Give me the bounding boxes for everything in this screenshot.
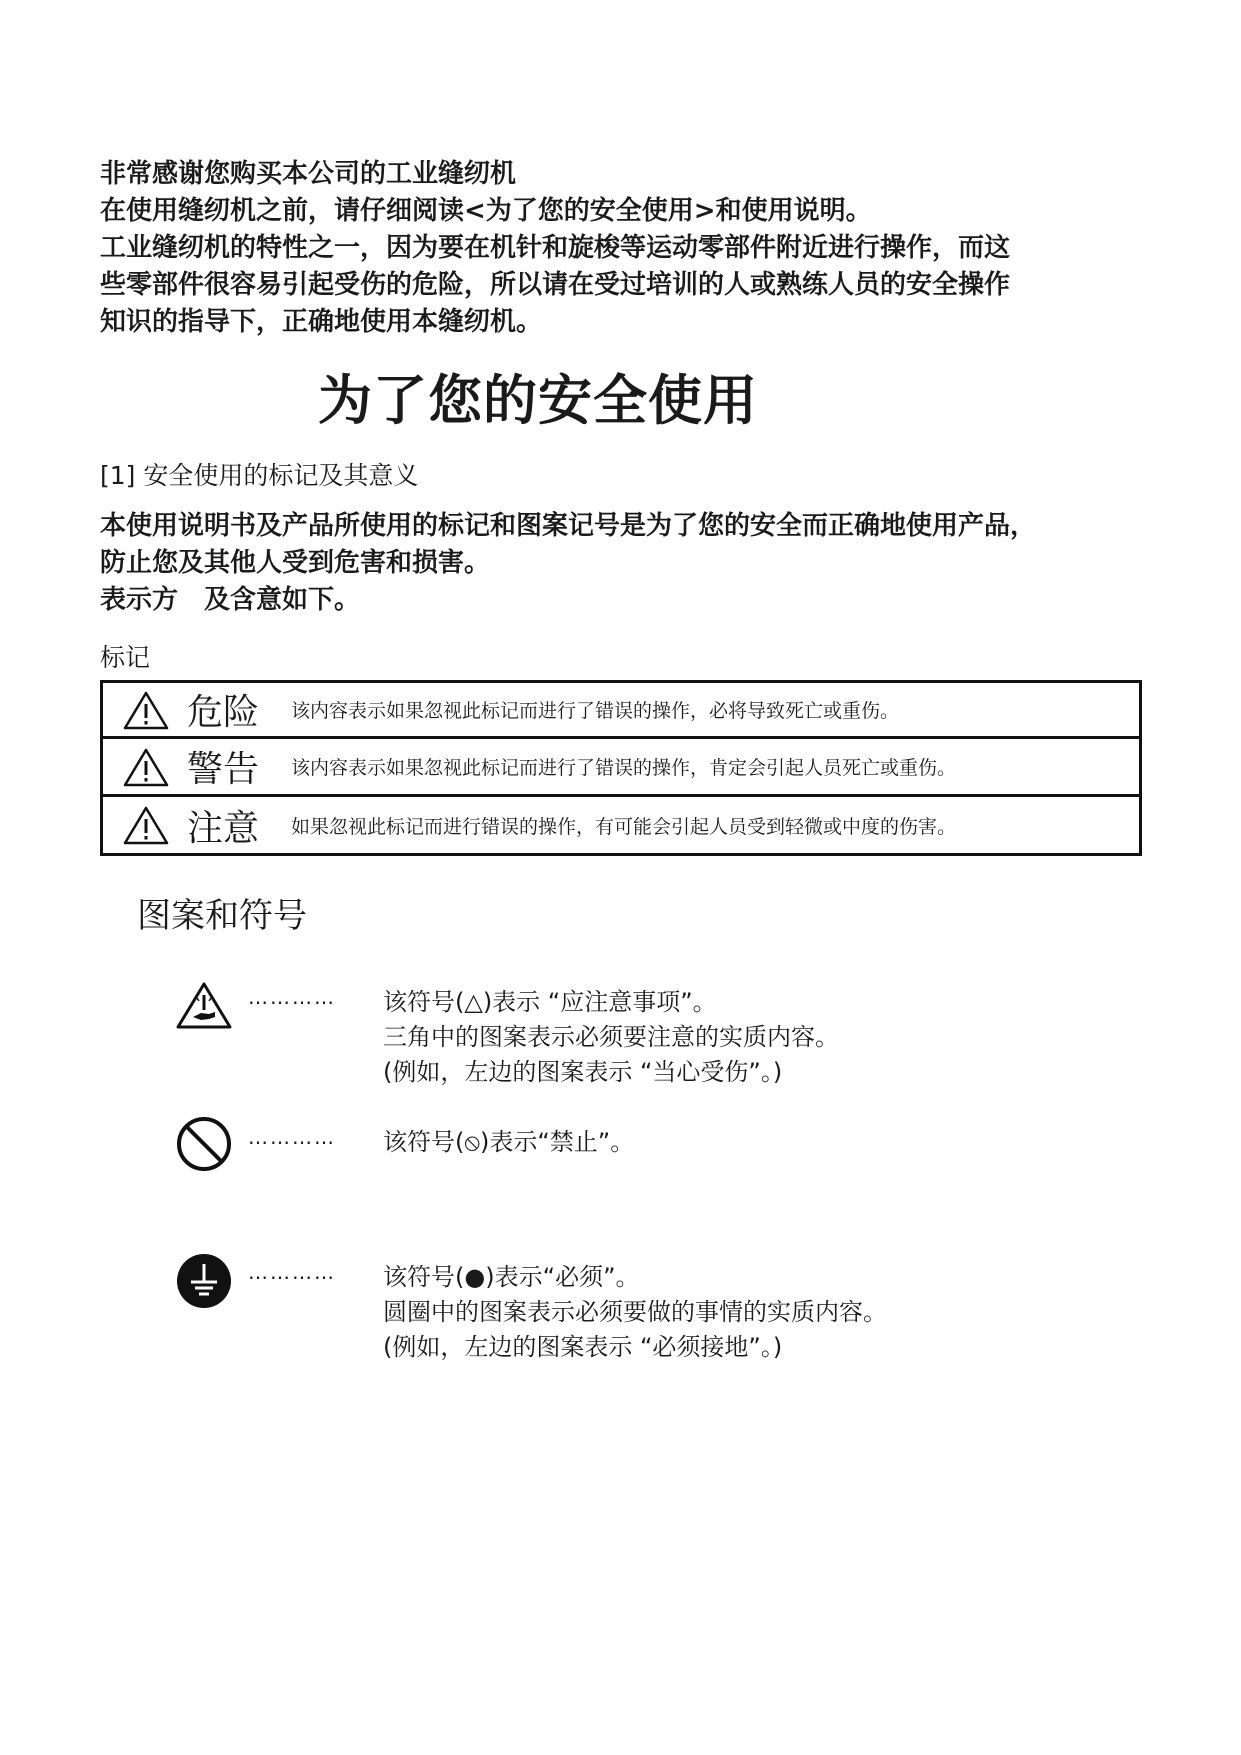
mark-description: 如果忽视此标记而进行错误的操作，有可能会引起人员受到轻微或中度的伤害。 (291, 815, 957, 838)
section-heading: [1] 安全使用的标记及其意义 (100, 461, 419, 490)
mark-row-danger (103, 683, 1139, 739)
leader-dots: ………… (248, 1260, 336, 1284)
body-line: 表示方 及含意如下。 (100, 585, 361, 615)
intro-line: 些零部件很容易引起受伤的危险，所以请在受过培训的人或熟练人员的安全操作 (100, 270, 1011, 300)
intro-line: 在使用缝纫机之前，请仔细阅读<为了您的安全使用>和使用说明。 (100, 196, 872, 226)
mark-description: 该内容表示如果忽视此标记而进行了错误的操作，肯定会引起人员死亡或重伤。 (291, 757, 957, 779)
mark-label: 警告 (187, 749, 260, 790)
symbol-text-line: 该符号(●)表示“必须”。 (383, 1263, 640, 1291)
body-line: 防止您及其他人受到危害和损害。 (100, 548, 491, 578)
symbol-text-line: (例如，左边的图案表示 “当心受伤”。) (383, 1058, 783, 1086)
symbols-title: 图案和符号 (137, 896, 307, 936)
mark-description: 该内容表示如果忽视此标记而进行了错误的操作，必将导致死亡或重伤。 (291, 700, 900, 722)
mark-label: 危险 (187, 692, 260, 733)
mark-row-warning (103, 739, 1139, 797)
leader-dots: ………… (248, 985, 336, 1009)
leader-dots: ………… (248, 1125, 336, 1149)
section-body (100, 508, 1150, 619)
intro-line: 非常感谢您购买本公司的工业缝纫机 (100, 159, 517, 189)
caution-hand-injury-icon (175, 981, 233, 1031)
marks-table (100, 680, 1142, 856)
mark-row-caution (103, 797, 1139, 853)
page-title: 为了您的安全使用 (318, 369, 758, 432)
symbol-text-line: 该符号(△)表示 “应注意事项”。 (383, 988, 717, 1016)
intro-line: 工业缝纫机的特性之一，因为要在机针和旋梭等运动零部件附近进行操作，而这 (100, 233, 1011, 263)
prohibition-icon (175, 1115, 233, 1173)
warning-triangle-icon (123, 690, 169, 730)
symbol-text-line: 该符号(⦸)表示“禁止”。 (383, 1128, 635, 1156)
marks-label: 标记 (100, 643, 151, 672)
symbol-text-line: (例如，左边的图案表示 “必须接地”。) (383, 1333, 783, 1361)
intro-line: 知识的指导下，正确地使用本缝纫机。 (100, 307, 543, 337)
symbol-text-line: 圆圈中的图案表示必须要做的事情的实质内容。 (383, 1298, 887, 1326)
intro-paragraph (100, 156, 1140, 341)
mark-label: 注意 (187, 807, 260, 849)
warning-triangle-icon (123, 805, 169, 845)
ground-mandatory-icon (175, 1252, 233, 1310)
warning-triangle-icon (123, 747, 169, 787)
symbol-text-line: 三角中的图案表示必须要注意的实质内容。 (383, 1023, 839, 1051)
body-line: 本使用说明书及产品所使用的标记和图案记号是为了您的安全而正确地使用产品， (100, 511, 1037, 541)
